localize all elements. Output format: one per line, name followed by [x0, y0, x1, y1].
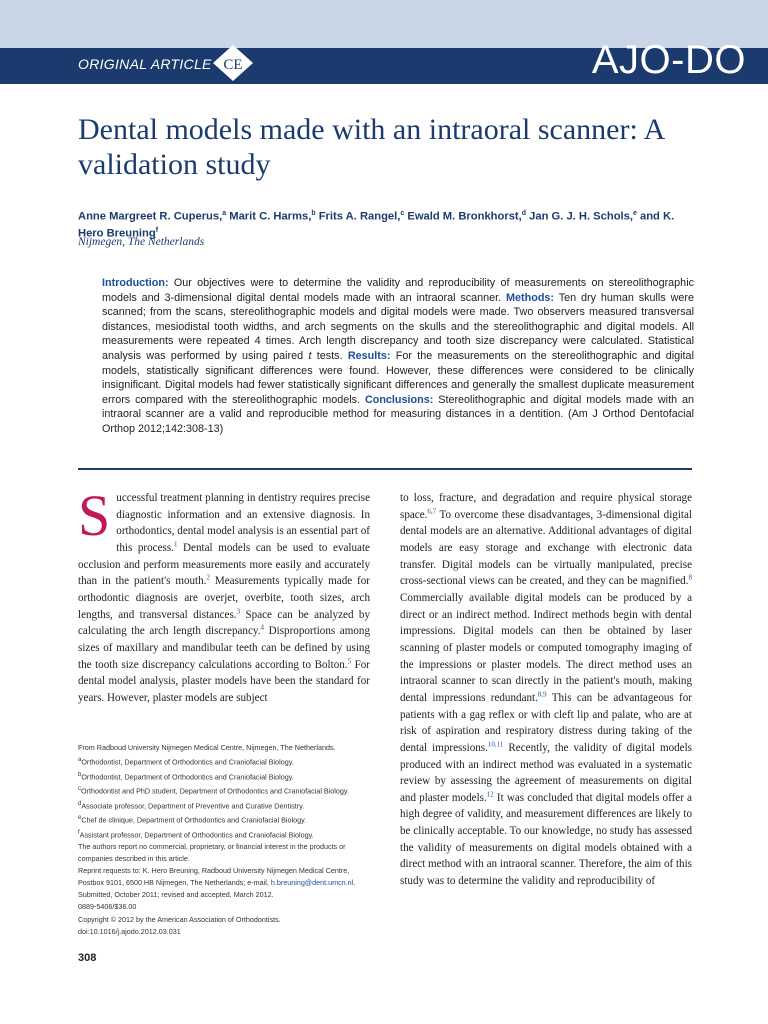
- footnote-item: $^c$Orthodontist and PhD student, Department of Orthodontics and Craniofacial Biology.: [78, 786, 349, 796]
- footnotes: [78, 742, 370, 938]
- abstract-results-text: For the measurements on the stereolithographic and digital models, statistically significant differences were found. However, these differences were considered to be clinically insignificant. Digital models had fewer statistically significant differences and generally the smallest duplicate measurement errors compared with the stereolithographic models.: [102, 349, 694, 406]
- abstract-methods-text-end: tests.: [311, 349, 348, 362]
- footnote-item: $^e$Chef de clinique, Department of Orthodontics and Craniofacial Biology.: [78, 815, 307, 825]
- author-name: Ewald M. Bronkhorst,: [407, 210, 522, 223]
- author-name: Anne Margreet R. Cuperus,: [78, 210, 223, 223]
- footnote-item: $^b$Orthodontist, Department of Orthodontics and Craniofacial Biology.: [78, 771, 294, 781]
- abstract-results-heading: Results:: [347, 349, 391, 362]
- footnote-reprint: Reprint requests to: K. Hero Breuning, Radboud University Nijmegen Medical Centre, Postbox 9101, 6500 HB Nijmegen, The Netherlands; e-mail, h.breuning@dent.umcn.nl.: [78, 866, 356, 888]
- reference-link[interactable]: 8: [688, 573, 692, 582]
- journal-logo: AJO-DO: [591, 38, 746, 82]
- abstract-conclusions-heading: Conclusions:: [364, 393, 434, 406]
- body-text: It was concluded that digital models offer a high degree of validity, and measurement differences are likely to be clinically acceptable. To our knowledge, no study has assessed the validity of measurements on digital models obtained with a direct method with an intraoral scanner. Therefore, the aim of this study was to determine the validity and reproducibility of: [400, 791, 692, 888]
- body-paragraph: [400, 490, 692, 890]
- article-title: Dental models made with an intraoral scanner: A validation study: [78, 113, 664, 181]
- abstract-conclusions-text: Stereolithographic and digital models made with an intraoral scanner are a valid and reproducible method for measuring distances in a dentition. (Am J Orthod Dentofacial Orthop 2012;142:308-13): [102, 393, 694, 435]
- ce-badge-icon: [211, 43, 255, 83]
- footnote-doi[interactable]: doi:10.1016/j.ajodo.2012.03.031: [78, 926, 181, 936]
- email-link[interactable]: h.breuning@dent.umcn.nl: [270, 878, 354, 888]
- footnote-text: Orthodontist and PhD student, Department of Orthodontics and Craniofacial Biology.: [81, 786, 349, 796]
- abstract-introduction-text: Our objectives were to determine the validity and reproducibility of measurements on stereolithographic models and 3-dimensional digital dental models made with an intraoral scanner.: [102, 277, 694, 304]
- body-text: uccessful treatment planning in dentistry requires precise diagnostic information and an extensive diagnosis. In orthodontics, dental model analysis is an essential part of this process.: [116, 492, 370, 554]
- reference-link[interactable]: 8,9: [537, 690, 547, 699]
- reference-link[interactable]: 5: [347, 656, 352, 665]
- reference-link[interactable]: 6,7: [427, 506, 437, 515]
- body-text: To overcome these disadvantages, 3-dimensional digital dental models are an alternative. Additional advantages of digital models are easy storage and exchange with electronic data transfer. Digital models can be virtually manipulated, precise cross-sectional views can be created, and they can be magnified.: [400, 508, 692, 588]
- author-name: Jan G. J. H. Schols,: [529, 210, 633, 223]
- author-name: Marit C. Harms,: [229, 210, 312, 223]
- reference-link[interactable]: 10,11: [487, 740, 504, 749]
- abstract: [102, 276, 694, 437]
- body-text: Recently, the validity of digital models produced with an indirect method was evaluated in a systematic review by assessing the agreement of measurements on digital and plaster models.: [400, 741, 692, 804]
- body-text: For dental model analysis, plaster models have been the standard for years. However, plaster models are subject: [78, 658, 370, 704]
- author-name: and K. Hero Breuning: [78, 210, 675, 240]
- footnote-text: Orthodontist, Department of Orthodontics and Craniofacial Biology.: [81, 771, 294, 781]
- reference-link[interactable]: 12: [486, 790, 494, 799]
- abstract-methods-heading: Methods:: [506, 291, 555, 304]
- ce-badge-text: CE: [223, 57, 243, 73]
- author-mark: a: [222, 210, 227, 217]
- reference-link[interactable]: 2: [206, 573, 210, 582]
- body-text: Disproportions among sizes of maxillary and mandibular teeth can be defined by using the tooth size discrepancy calculations according to Bolton.: [78, 625, 370, 671]
- body-text: Dental models can be used to evaluate occlusion and perform measurements more easily and accurately than in the patient's mouth.: [78, 541, 370, 588]
- footnote-text: Associate professor, Department of Preventive and Curative Dentistry.: [81, 800, 305, 810]
- reference-link[interactable]: 1: [173, 540, 178, 549]
- footnote-reprint-text: Reprint requests to: K. Hero Breuning, Radboud University Nijmegen Medical Centre, Postbox 9101, 6500 HB Nijmegen, The Netherlands; e-mail,: [78, 866, 350, 888]
- drop-cap: S: [78, 483, 111, 548]
- author-name: Frits A. Rangel,: [318, 210, 401, 223]
- abstract-divider: [78, 468, 692, 470]
- author-mark: f: [155, 226, 159, 234]
- author-mark: c: [400, 210, 405, 217]
- body-paragraph: [78, 483, 371, 707]
- abstract-methods-italic: t: [308, 349, 312, 362]
- body-column-right: [400, 490, 692, 890]
- footnote-text: Chef de clinique, Department of Orthodontics and Craniofacial Biology.: [81, 815, 307, 825]
- author-mark: b: [311, 210, 316, 217]
- footnote-text: Orthodontist, Department of Orthodontics and Craniofacial Biology.: [81, 757, 294, 767]
- reference-link[interactable]: 4: [260, 623, 265, 632]
- footnote-from: From Radboud University Nijmegen Medical Centre, Nijmegen, The Netherlands.: [78, 743, 336, 752]
- section-label: ORIGINAL ARTICLE: [78, 56, 212, 72]
- abstract-introduction-heading: Introduction:: [102, 277, 169, 289]
- body-text: This can be advantageous for patients with a gag reflex or with cleft lip and palate, who are at risk of aspiration and respiratory distress during taking of the dental impressions.: [400, 691, 692, 754]
- author-affiliation: Nijmegen, The Netherlands: [78, 236, 205, 248]
- footnote-text: Assistant professor, Department of Orthodontics and Craniofacial Biology.: [79, 829, 314, 839]
- author-mark: d: [521, 210, 527, 217]
- page-number: 308: [78, 952, 97, 964]
- footnote-disclosure: The authors report no commercial, proprietary, or financial interest in the products or companies described in this article.: [78, 842, 346, 864]
- footnote-submitted: Submitted, October 2011; revised and accepted, March 2012.: [78, 890, 274, 900]
- body-text: Measurements typically made for orthodontic diagnosis are overjet, overbite, tooth sizes, arch lengths, and transversal distances.: [78, 575, 370, 621]
- footnote-item: $^a$Orthodontist, Department of Orthodontics and Craniofacial Biology.: [78, 757, 294, 767]
- body-text: to loss, fracture, and degradation and require physical storage space.: [400, 492, 692, 521]
- reference-link[interactable]: 3: [236, 606, 241, 615]
- footnote-item: $^d$Associate professor, Department of Preventive and Curative Dentistry.: [78, 800, 305, 810]
- footnote-issn: 0889-5406/$36.00: [78, 902, 137, 912]
- body-text: Space can be analyzed by calculating the arch length discrepancy.: [78, 608, 371, 638]
- footnote-item: $^f$Assistant professor, Department of Orthodontics and Craniofacial Biology.: [78, 829, 314, 839]
- body-column-left: [78, 483, 371, 707]
- body-text: Commercially available digital models can be produced by a direct or an indirect method. Indirect methods begin with dental impressions. Digital models can then be obtained by laser scanning of plaster models or computed tomography imaging of the impressions or plaster models. The direct method uses an intraoral scanner to scan directly in the patient's mouth, making dental impressions redundant.: [400, 591, 692, 704]
- author-mark: e: [632, 210, 637, 217]
- footnote-copyright: Copyright © 2012 by the American Association of Orthodontists.: [78, 914, 281, 924]
- abstract-methods-text: Ten dry human skulls were scanned; from the scans, stereolithographic models and digital models were made. Two observers measured transversal distances, mesiodistal tooth widths, and arch segments on the skulls and the stereolithographic and digital models. All measurements were repeated 4 times. Arch length discrepancy and tooth size discrepancy were calculated. Statistical analysis was performed by using paired: [102, 291, 694, 362]
